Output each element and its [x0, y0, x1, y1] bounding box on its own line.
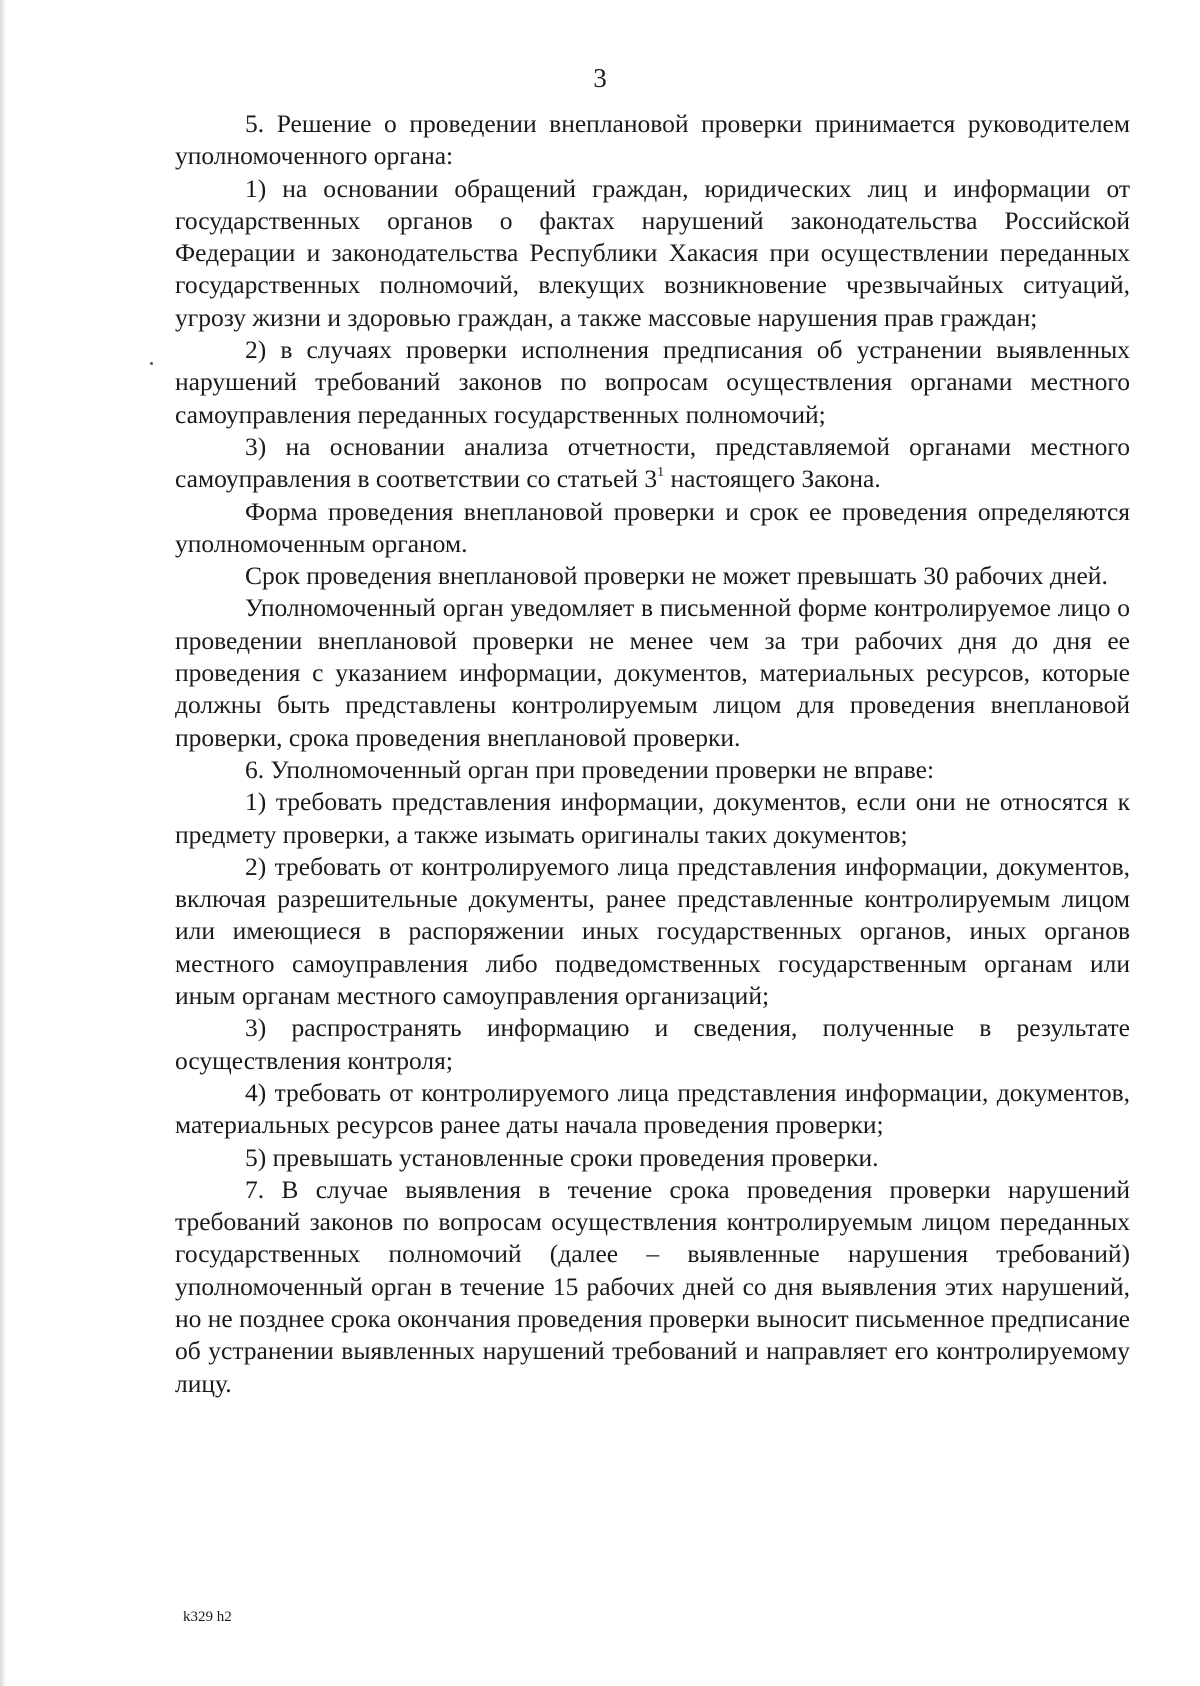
page-number: 3: [593, 63, 607, 93]
paragraph-5-item-2: 2) в случаях проверки исполнения предписания об устранении выявленных нарушений требований законов по вопросам осуществления органами местного самоуправления переданных государственных полномочий;: [175, 335, 1130, 429]
paragraph-6-item-2: 2) требовать от контролируемого лица представления информации, документов, включая разрешительные документы, ранее представленные контролируемым лицом или имеющиеся в распоряжении иных государственных органов, иных органов местного самоуправления либо подведомственных государственным органам или иным органам местного самоуправления организаций;: [175, 851, 1130, 1011]
paragraph-form-and-term: Форма проведения внеплановой проверки и срок ее проведения определяются уполномоченным органом.: [175, 496, 1130, 558]
paragraph-notification: Уполномоченный орган уведомляет в письменной форме контролируемое лицо о проведении внеплановой проверки не менее чем за три рабочих дня до дня ее проведения с указанием информации, документов, материальных ресурсов, которые должны быть представлены контролируемым лицом для проведения внеплановой проверки, срока проведения внеплановой проверки.: [175, 593, 1130, 752]
scan-edge-shadow: [0, 0, 6, 1686]
paragraph-6-item-1: 1) требовать представления информации, документов, если они не относятся к предмету проверки, а также изымать оригиналы таких документов;: [175, 787, 1130, 849]
paragraph-6-item-5: 5) превышать установленные сроки проведения проверки.: [245, 1142, 879, 1172]
paragraph-6: 6. Уполномоченный орган при проведении проверки не вправе:: [245, 754, 935, 784]
paragraph-5: 5. Решение о проведении внеплановой проверки принимается руководителем уполномоченного органа:: [175, 109, 1130, 171]
paragraph-6-item-4: 4) требовать от контролируемого лица представления информации, документов, материальных ресурсов ранее даты начала проведения проверки;: [175, 1077, 1130, 1140]
paragraph-5-item-3-tail: настоящего Закона.: [664, 464, 881, 494]
paragraph-6-item-3: 3) распространять информацию и сведения, полученные в результате осуществления контроля;: [175, 1013, 1130, 1075]
paragraph-7: 7. В случае выявления в течение срока проведения проверки нарушений требований законов по вопросам осуществления контролируемым лицом переданных государственных полномочий (далее – выявленные нарушения требований) уполномоченный орган в течение 15 рабочих дней со дня выявления этих нарушений, но не позднее срока окончания проведения проверки выносит письменное предписание об устранении выявленных нарушений требований и направляет его контролируемому лицу.: [175, 1174, 1130, 1398]
paragraph-duration: Срок проведения внеплановой проверки не может превышать 30 рабочих дней.: [245, 561, 1108, 591]
paragraph-5-item-3-text: 3) на основании анализа отчетности, представляемой органами местного самоуправления в соответствии со статьей 3: [175, 431, 1130, 494]
paragraph-5-item-3: [175, 431, 1130, 496]
paragraph-5-item-1: 1) на основании обращений граждан, юридических лиц и информации от государственных органов о фактах нарушений законодательства Российской Федерации и законодательства Республики Хакасия при осуществлении переданных государственных полномочий, влекущих возникновение чрезвычайных ситуаций, угрозу жизни и здоровью граждан, а также массовые нарушения прав граждан;: [175, 173, 1130, 332]
document-code: k329 h2: [183, 1609, 232, 1625]
article-superscript: 1: [657, 465, 665, 481]
document-body: [175, 108, 1130, 1400]
scan-speck: [150, 362, 153, 365]
